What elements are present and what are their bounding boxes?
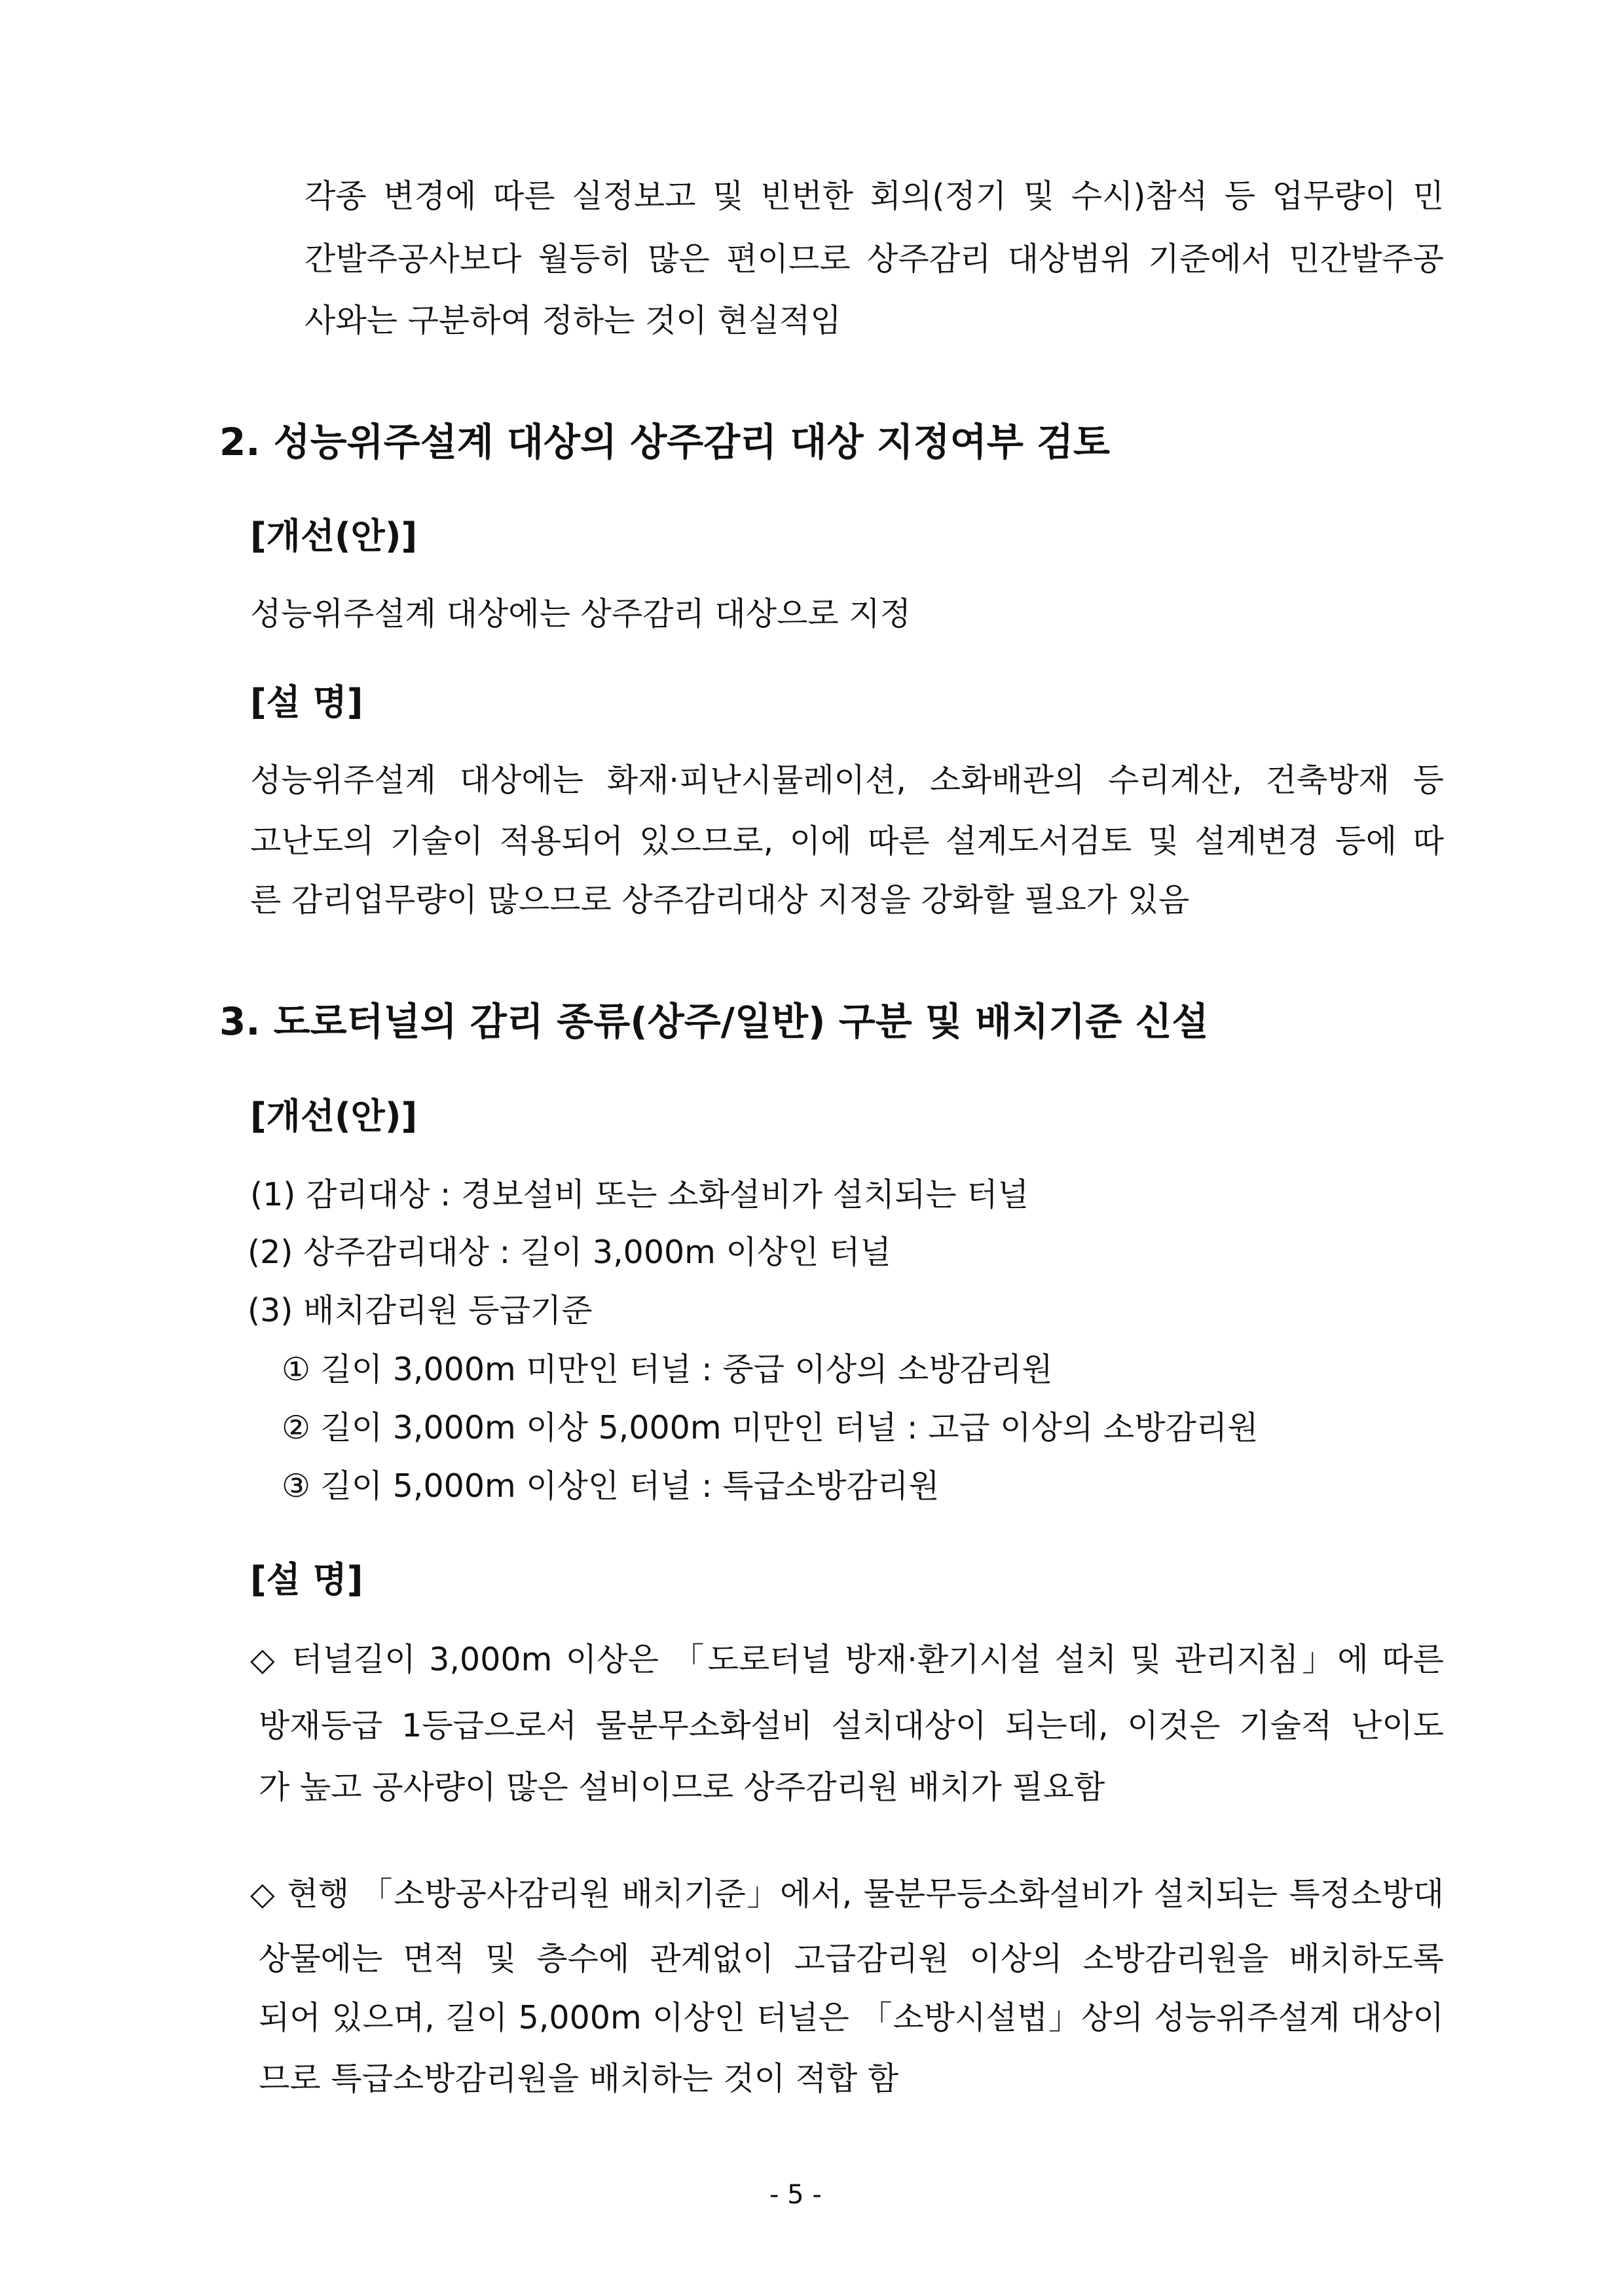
- section3-bullet1-line-3: 가 높고 공사량이 많은 설비이므로 상주감리원 배치가 필요함: [259, 1769, 1105, 1806]
- section2-explanation-line-1: 성능위주설계 대상에는 화재·피난시뮬레이션, 소화배관의 수리계산, 건축방재 등: [250, 762, 1444, 799]
- section3-heading: 3. 도로터널의 감리 종류(상주/일반) 구분 및 배치기준 신설: [219, 999, 1209, 1044]
- section2-explanation-line-2: 고난도의 기술이 적용되어 있으므로, 이에 따른 설계도서검토 및 설계변경 등에 따: [250, 822, 1444, 860]
- section2-explanation-line-3: 른 감리업무량이 많으므로 상주감리대상 지정을 강화할 필요가 있음: [250, 881, 1190, 919]
- section2-proposal-heading: [개선(안)]: [250, 515, 418, 557]
- intro-line-3: 사와는 구분하여 정하는 것이 현실적임: [304, 302, 841, 339]
- intro-line-2: 간발주공사보다 월등히 많은 편이므로 상주감리 대상범위 기준에서 민간발주공: [304, 240, 1444, 278]
- section3-item-1: (1) 감리대상 : 경보설비 또는 소화설비가 설치되는 터널: [250, 1176, 1029, 1213]
- section3-explanation-heading: [설 명]: [250, 1559, 363, 1600]
- section3-item-3: (3) 배치감리원 등급기준: [248, 1292, 593, 1329]
- section2-explanation-heading: [설 명]: [250, 682, 363, 723]
- page-number: - 5 -: [769, 2180, 822, 2210]
- section3-bullet1-line-1: ◇ 터널길이 3,000m 이상은 「도로터널 방재·환기시설 설치 및 관리지침」에 따른: [250, 1641, 1444, 1678]
- section3-bullet1-line-2: 방재등급 1등급으로서 물분무소화설비 설치대상이 되는데, 이것은 기술적 난이도: [259, 1707, 1444, 1744]
- section2-proposal-text: 성능위주설계 대상에는 상주감리 대상으로 지정: [250, 595, 911, 633]
- section3-bullet2-line-4: 므로 특급소방감리원을 배치하는 것이 적합 함: [259, 2060, 899, 2097]
- section3-subitem-1: ① 길이 3,000m 미만인 터널 : 중급 이상의 소방감리원: [282, 1351, 1053, 1388]
- section3-bullet2-line-1: ◇ 현행 「소방공사감리원 배치기준」에서, 물분무등소화설비가 설치되는 특정소방대: [250, 1875, 1444, 1913]
- section2-heading: 2. 성능위주설계 대상의 상주감리 대상 지정여부 검토: [219, 420, 1111, 464]
- intro-line-1: 각종 변경에 따른 실정보고 및 빈번한 회의(정기 및 수시)참석 등 업무량이 민: [304, 177, 1444, 215]
- section3-item-2: (2) 상주감리대상 : 길이 3,000m 이상인 터널: [248, 1234, 891, 1271]
- section3-proposal-heading: [개선(안)]: [250, 1095, 418, 1137]
- section3-bullet2-line-2: 상물에는 면적 및 층수에 관계없이 고급감리원 이상의 소방감리원을 배치하도록: [259, 1940, 1444, 1977]
- section3-subitem-3: ③ 길이 5,000m 이상인 터널 : 특급소방감리원: [282, 1467, 940, 1505]
- section3-bullet2-line-3: 되어 있으며, 길이 5,000m 이상인 터널은 「소방시설법」상의 성능위주설계 대상이: [259, 1999, 1444, 2036]
- section3-subitem-2: ② 길이 3,000m 이상 5,000m 미만인 터널 : 고급 이상의 소방감리원: [282, 1409, 1259, 1446]
